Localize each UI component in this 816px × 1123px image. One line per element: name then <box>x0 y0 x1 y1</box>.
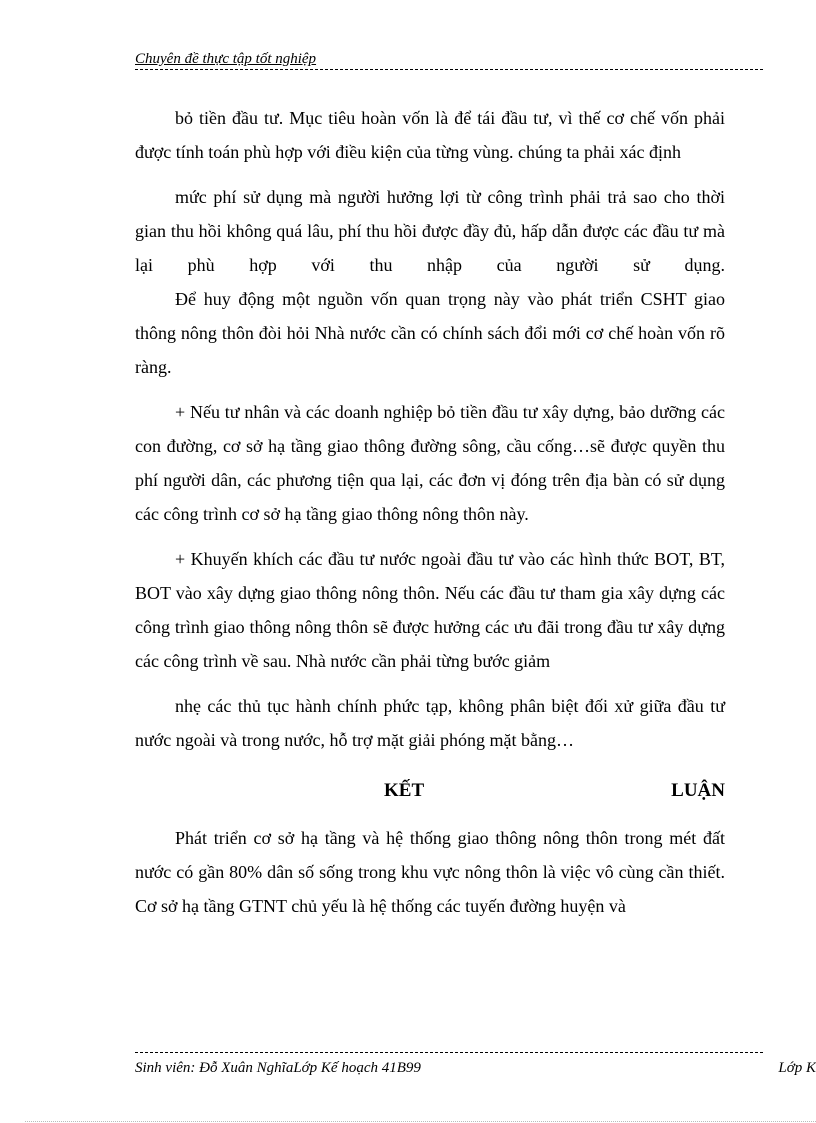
paragraph-4: + Nếu tư nhân và các doanh nghiệp bỏ tiền đầu tư xây dựng, bảo dưỡng các con đường, cơ sở hạ tầng giao thông đường sông, cầu cống…sẽ được quyền thu phí người dân, các phương tiện qua lại, các đơn vị đóng trên địa bàn có sử dụng các công trình cơ sở hạ tầng giao thông nông thôn này. <box>135 402 725 524</box>
heading-word-2: LUẬN <box>671 780 725 801</box>
heading-word-1: KẾT <box>384 780 425 801</box>
footer-divider <box>135 1052 763 1053</box>
paragraph-7: Phát triển cơ sở hạ tầng và hệ thống giao thông nông thôn trong mét đất nước có gần 80% dân số sống trong khu vực nông thôn là việc vô cùng cần thiết. Cơ sở hạ tầng GTNT chủ yếu là hệ thống các tuyến đường huyện và <box>135 828 725 916</box>
page-header <box>135 49 763 70</box>
page-footer <box>135 1058 816 1078</box>
footer-class-label: Lớp K <box>778 1060 816 1076</box>
paragraph-5: + Khuyến khích các đầu tư nước ngoài đầu tư vào các hình thức BOT, BT, BOT vào xây dựng giao thông nông thôn. Nếu các đầu tư tham gia xây dựng các công trình giao thông nông thôn sẽ được hưởng các ưu đãi trong đầu tư xây dựng các công trình về sau. Nhà nước cần phải từng bước giảm <box>135 549 725 671</box>
header-title: Chuyên đề thực tập tốt nghiệp <box>135 51 317 67</box>
paragraph-3: Để huy động một nguồn vốn quan trọng này vào phát triển CSHT giao thông nông thôn đòi hỏi Nhà nước cần có chính sách đổi mới cơ chế hoàn vốn rõ ràng. <box>135 289 725 377</box>
paragraph-2: mức phí sử dụng mà người hưởng lợi từ công trình phải trả sao cho thời gian thu hồi không quá lâu, phí thu hồi được đầy đủ, hấp dẫn được các đầu tư mà lại phù hợp với thu nhập của người sử dụng. <box>135 187 725 275</box>
section-heading <box>135 774 725 808</box>
paragraph-1: bỏ tiền đầu tư. Mục tiêu hoàn vốn là để tái đầu tư, vì thế cơ chế vốn phải được tính toán phù hợp với điều kiện của từng vùng. chúng ta phải xác định <box>135 108 725 162</box>
footer-student-info: Sinh viên: Đỗ Xuân NghĩaLớp Kế hoạch 41B99 <box>135 1060 421 1076</box>
paragraph-6: nhẹ các thủ tục hành chính phức tạp, không phân biệt đối xử giữa đầu tư nước ngoài và trong nước, hỗ trợ mặt giải phóng mặt bằng… <box>135 696 725 750</box>
document-body <box>135 101 725 923</box>
page-bottom-edge <box>25 1121 816 1122</box>
